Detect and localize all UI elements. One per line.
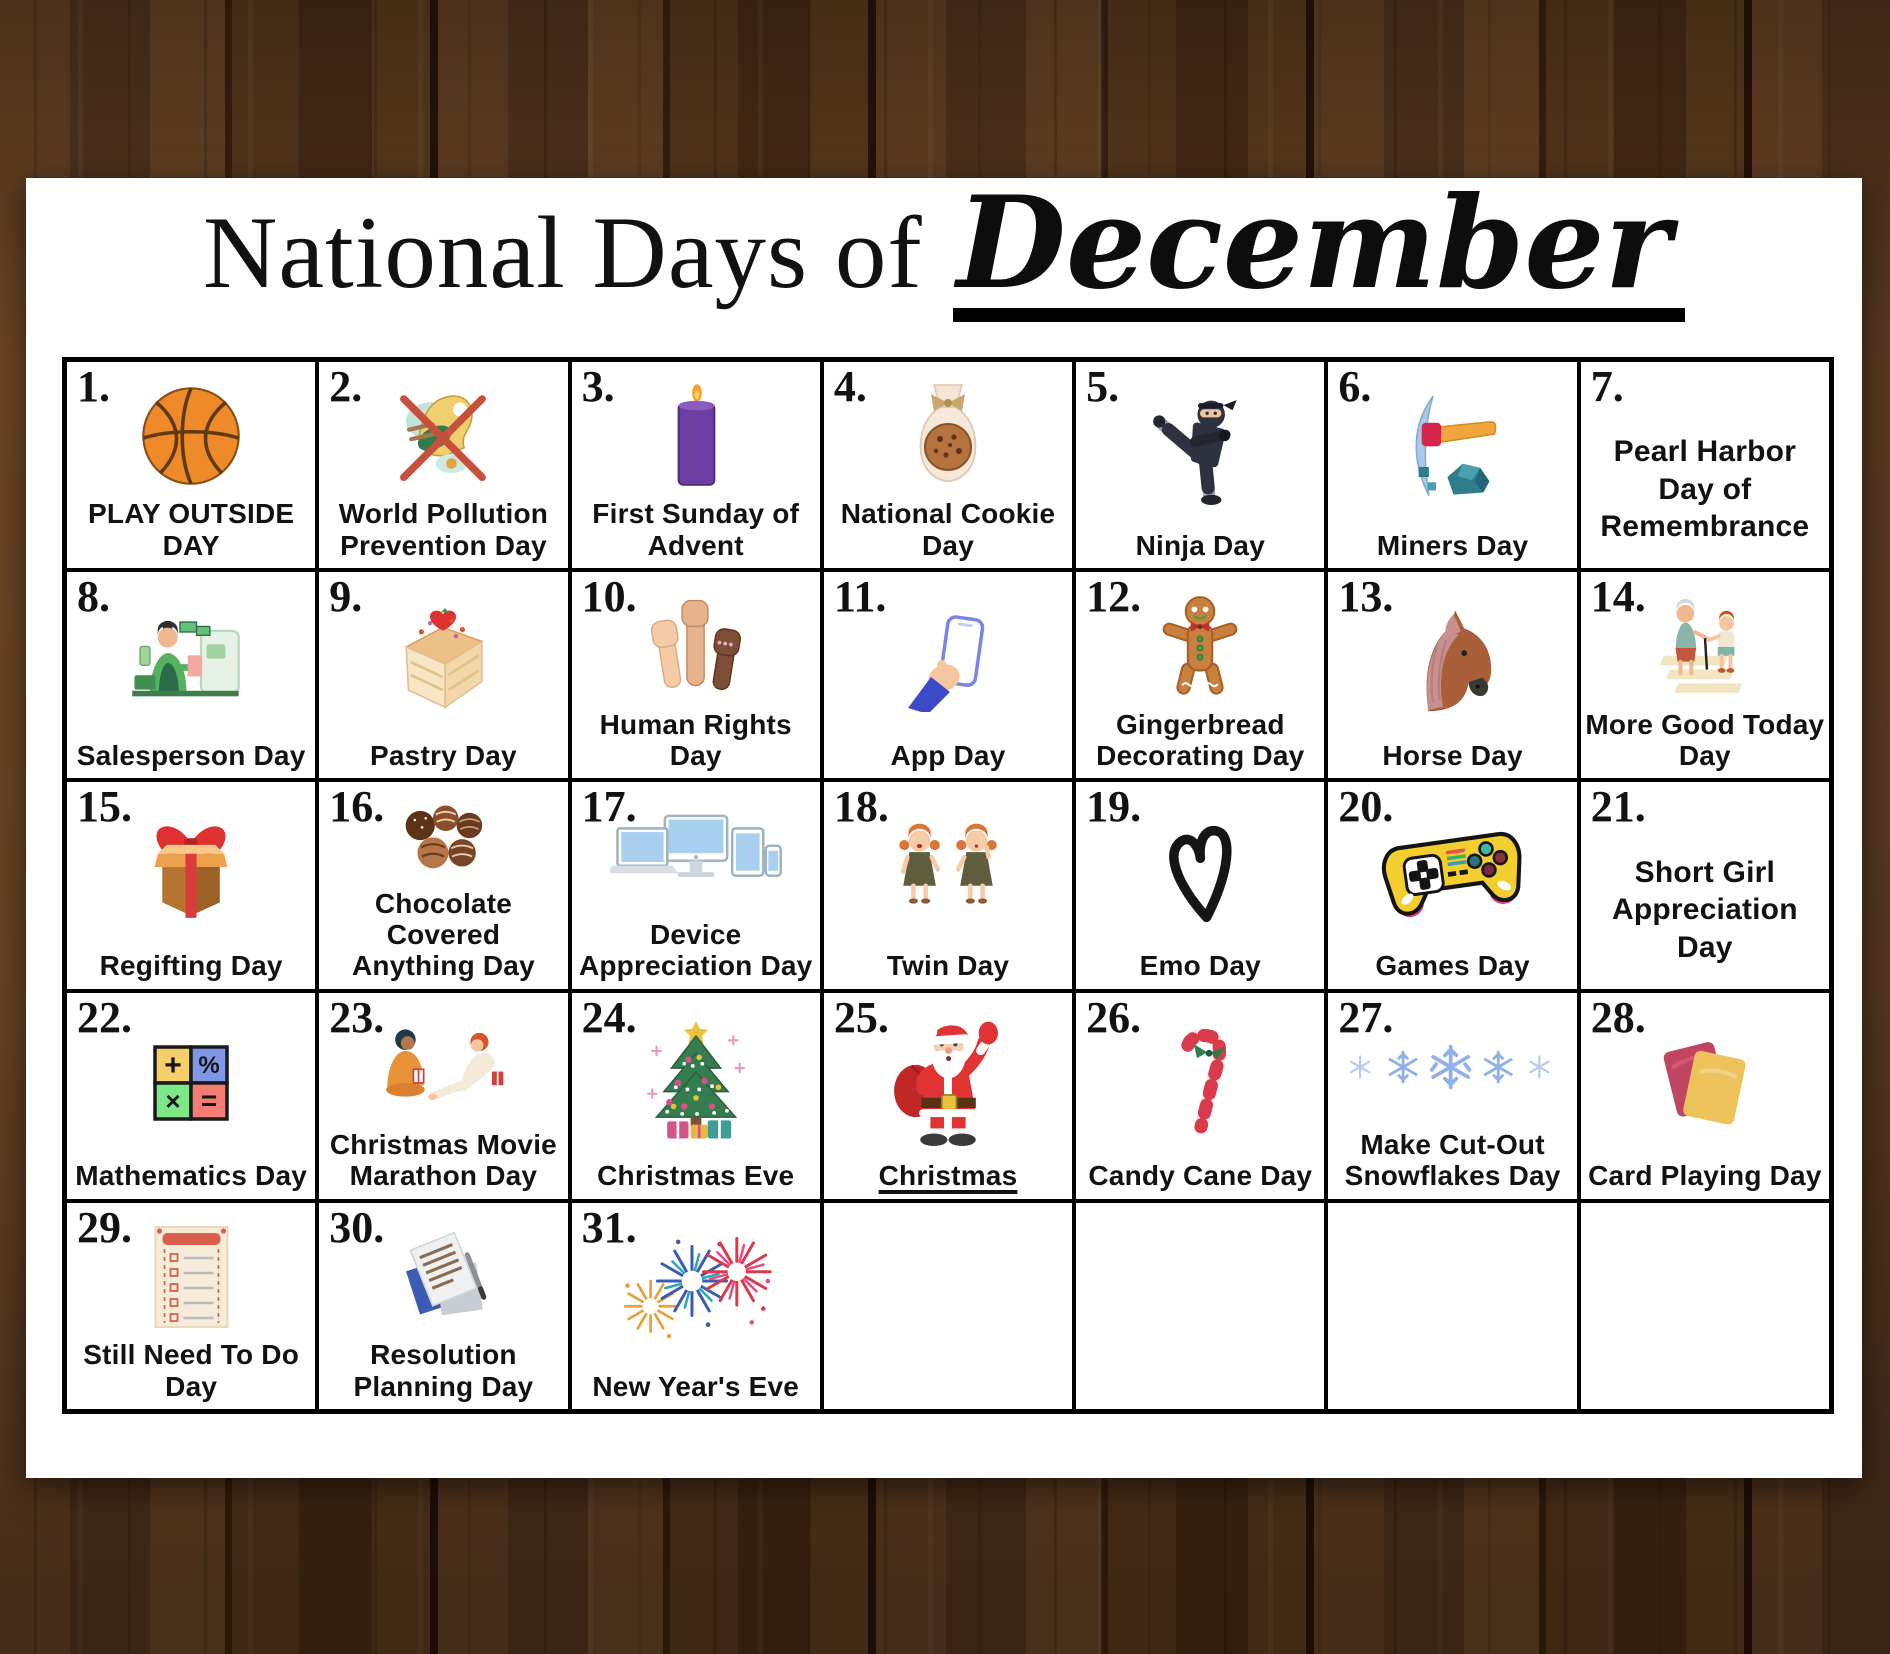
raised-fists-icon (641, 595, 751, 697)
day-cell-8 (67, 572, 315, 778)
papers-pen-icon (388, 1228, 498, 1326)
svg-text:%: % (198, 1051, 220, 1079)
gingerbread-icon (1148, 590, 1252, 702)
day-label: Salesperson Day (76, 740, 306, 772)
empty-cell (824, 1203, 1072, 1409)
day-number: 16. (329, 782, 385, 832)
day-cell-27 (1328, 993, 1576, 1199)
emo-heart-icon (1147, 812, 1253, 932)
ninja-icon (1144, 396, 1256, 508)
day-number: 20. (1338, 782, 1394, 832)
day-number: 30. (329, 1202, 385, 1252)
day-cell-2 (319, 362, 567, 568)
page-title (26, 169, 1862, 352)
twins-icon (887, 818, 1009, 926)
day-label: Ninja Day (1135, 529, 1265, 561)
day-number: 21. (1590, 782, 1646, 832)
game-controller-icon (1372, 813, 1532, 933)
movie-watchers-icon (368, 1026, 518, 1108)
title-text: National Days of (203, 196, 923, 310)
fireworks-icon (617, 1235, 775, 1350)
day-cell-10 (572, 572, 820, 778)
empty-cell (1328, 1203, 1576, 1409)
day-label: Regifting Day (99, 950, 283, 982)
no-pollution-icon (390, 383, 496, 489)
day-number: 1. (77, 362, 110, 411)
day-number: 12. (1086, 572, 1142, 622)
day-cell-17 (572, 782, 820, 988)
day-label: Pearl Harbor Day of Remembrance (1600, 435, 1810, 544)
day-label: Emo Day (1139, 950, 1261, 982)
day-label: First Sunday of Advent (592, 498, 800, 561)
day-cell-12 (1076, 572, 1324, 778)
day-number: 24. (581, 992, 637, 1042)
day-cell-11 (824, 572, 1072, 778)
day-cell-24 (572, 993, 820, 1199)
basketball-icon (138, 383, 244, 489)
day-number: 2. (329, 362, 363, 411)
day-label: Christmas Movie Marathon Day (329, 1129, 557, 1192)
playing-cards-icon (1653, 1033, 1757, 1133)
day-label: Make Cut-Out Snowflakes Day (1344, 1129, 1561, 1192)
day-number: 7. (1590, 362, 1624, 411)
pickaxe-icon (1394, 393, 1512, 511)
month-name: December (953, 180, 1685, 322)
advent-candle-icon (667, 380, 725, 492)
day-number: 6. (1338, 362, 1372, 411)
day-number: 8. (77, 572, 110, 622)
day-label: Mathematics Day (75, 1160, 308, 1192)
day-cell-16 (319, 782, 567, 988)
day-label: Games Day (1375, 950, 1530, 982)
day-cell-13 (1328, 572, 1576, 778)
day-number: 11. (833, 572, 887, 622)
cookie-bag-icon (898, 379, 998, 494)
day-cell-6 (1328, 362, 1576, 568)
salesperson-icon (130, 615, 252, 710)
day-label: Still Need To Do Day (83, 1339, 300, 1402)
day-label: Christmas Eve (597, 1160, 795, 1192)
day-label: PLAY OUTSIDE DAY (88, 498, 295, 561)
day-cell-4 (824, 362, 1072, 568)
day-number: 31. (581, 1202, 637, 1252)
day-number: 13. (1338, 572, 1394, 622)
day-number: 29. (77, 1202, 132, 1252)
day-cell-26 (1076, 993, 1324, 1199)
math-operations-icon (141, 1033, 241, 1133)
day-number: 15. (77, 782, 132, 832)
day-label: Gingerbread Decorating Day (1096, 708, 1305, 772)
day-number: 4. (833, 362, 867, 411)
day-number: 17. (581, 782, 637, 832)
svg-text:+: + (164, 1048, 182, 1082)
day-number: 28. (1590, 992, 1646, 1042)
day-label: New Year's Eve (592, 1370, 800, 1402)
svg-text:×: × (165, 1085, 181, 1116)
snowflakes-icon (1343, 1039, 1563, 1095)
day-cell-30 (319, 1203, 567, 1409)
day-label: Resolution Planning Day (353, 1339, 534, 1402)
day-cell-1 (67, 362, 315, 568)
day-cell-31 (572, 1203, 820, 1409)
candy-cane-icon (1164, 1025, 1236, 1141)
day-cell-19 (1076, 782, 1324, 988)
day-number: 22. (77, 992, 132, 1042)
calendar-grid (62, 357, 1834, 1414)
day-label: Christmas (878, 1160, 1018, 1192)
day-number: 9. (329, 572, 363, 622)
day-label: Twin Day (886, 950, 1010, 982)
calendar-page (26, 169, 1862, 1478)
day-label: Horse Day (1382, 740, 1523, 772)
pastry-icon (389, 608, 497, 716)
day-cell-22 (67, 993, 315, 1199)
day-cell-29 (67, 1203, 315, 1409)
day-cell-3 (572, 362, 820, 568)
santa-icon (888, 1016, 1008, 1150)
day-number: 14. (1590, 572, 1646, 622)
day-number: 3. (581, 362, 615, 411)
day-number: 23. (329, 992, 385, 1042)
day-label: Human Rights Day (599, 708, 792, 772)
day-label: World Pollution Prevention Day (338, 498, 549, 561)
empty-cell (1076, 1203, 1324, 1409)
day-number: 10. (581, 572, 637, 622)
day-cell-25 (824, 993, 1072, 1199)
day-number: 26. (1086, 992, 1142, 1042)
empty-cell (1581, 1203, 1829, 1409)
day-label: Chocolate Covered Anything Day (351, 887, 535, 982)
day-cell-18 (824, 782, 1072, 988)
day-label: Pastry Day (370, 740, 517, 772)
day-label: Candy Cane Day (1088, 1160, 1313, 1192)
day-label: Card Playing Day (1588, 1160, 1822, 1192)
day-label: App Day (890, 740, 1006, 772)
day-number: 25. (833, 992, 889, 1042)
day-number: 19. (1086, 782, 1142, 832)
svg-text:=: = (200, 1084, 218, 1116)
day-cell-9 (319, 572, 567, 778)
day-cell-14 (1581, 572, 1829, 778)
day-label: Short Girl Appreciation Day (1611, 855, 1798, 964)
day-cell-28 (1581, 993, 1829, 1199)
day-label: Miners Day (1376, 529, 1529, 561)
hand-phone-icon (898, 612, 998, 712)
day-cell-20 (1328, 782, 1576, 988)
day-cell-23 (319, 993, 567, 1199)
day-label: Device Appreciation Day (578, 918, 813, 982)
day-label: More Good Today Day (1585, 708, 1825, 772)
christmas-tree-icon (635, 1019, 757, 1147)
horse-icon (1397, 606, 1509, 718)
day-cell-21 (1581, 782, 1829, 988)
day-cell-7 (1581, 362, 1829, 568)
day-number: 27. (1338, 992, 1394, 1042)
day-number: 5. (1086, 362, 1120, 411)
day-number: 18. (833, 782, 889, 832)
gift-icon (135, 814, 247, 930)
todo-list-icon (143, 1222, 239, 1332)
helping-elderly-icon (1646, 597, 1764, 695)
chocolates-icon (391, 800, 495, 882)
day-cell-5 (1076, 362, 1324, 568)
day-cell-15 (67, 782, 315, 988)
day-label: National Cookie Day (840, 498, 1056, 561)
